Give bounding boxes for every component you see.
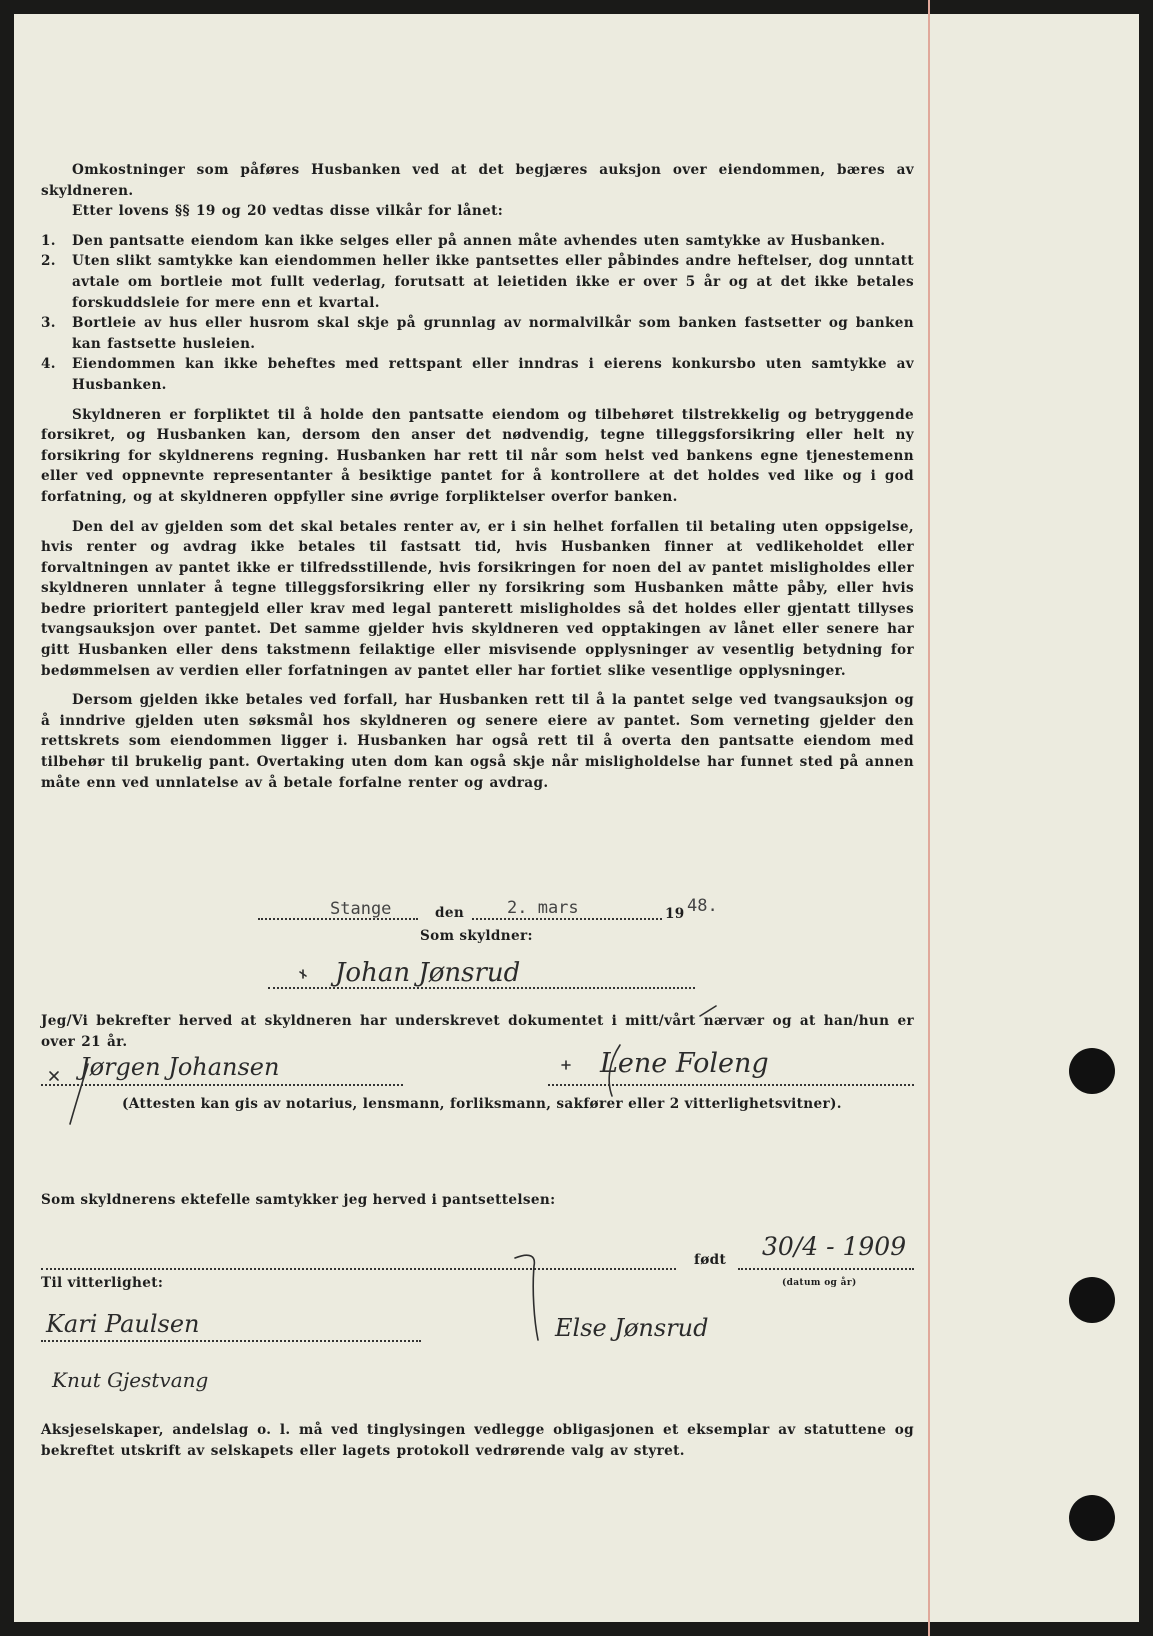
default-paragraph: Dersom gjelden ikke betales ved forfall, har Husbanken rett til å la pantet selge ved tvangsauksjon og å inndrive gjelden uten søksmål hos skyldneren og senere eiere av pantet. Som verneting gjelder den rettskrets som eiendommen ligger i. Husbanken har også rett til å overta den pantsatte eiendom med tilbehør til brukelig pant. Overtaking uten dom kan også skje når misligholdelse har funnet sted på annen måte enn ved unnlatelse av å betale forfalne renter og avdrag.: [41, 692, 914, 791]
born-label: født: [694, 1252, 727, 1268]
spouse-bracket-stroke: [515, 1255, 538, 1340]
born-hint: (datum og år): [782, 1278, 857, 1288]
spouse-witness1-signature: Kari Paulsen: [46, 1310, 200, 1338]
place-value: Stange: [330, 899, 392, 919]
strike-vaart: [700, 1006, 716, 1016]
witness2-flourish: [609, 1045, 620, 1096]
attestation-note: (Attesten kan gis av notarius, lensmann, forliksmann, sakfører eller 2 vitterlighetsvitner).: [122, 1096, 842, 1112]
spouse-consent-text: Som skyldnerens ektefelle samtykker jeg herved i pantsettelsen:: [41, 1192, 556, 1208]
condition-number: 3.: [41, 315, 56, 332]
year-suffix: 48.: [687, 896, 718, 916]
condition-number: 1.: [41, 232, 56, 249]
conditions-intro: Etter lovens §§ 19 og 20 vedtas disse vilkår for lånet:: [72, 203, 504, 220]
condition-number: 4.: [41, 356, 56, 373]
footer-note: Aksjeselskaper, andelslag o. l. må ved tinglysingen vedlegge obligasjonen et eksemplar av statuttene og bekreftet utskrift av selskapets eller lagets protokoll vedrørende valg av styret.: [41, 1422, 914, 1459]
condition-text: Den pantsatte eiendom kan ikke selges eller på annen måte avhendes uten samtykke av Husbanken.: [72, 232, 886, 249]
cross-mark-witness2: [562, 1061, 570, 1069]
born-value: 30/4 - 1909: [762, 1232, 907, 1261]
debtor-signature: Johan Jønsrud: [335, 958, 521, 988]
insurance-paragraph: Skyldneren er forpliktet til å holde den pantsatte eiendom og tilbehøret tilstrekkelig og betryggende forsikret, og Husbanken kan, dersom den anser det nødvendig, tegne tilleggsforsikring eller helt ny forsikring for skyldnerens regning. Husbanken har rett til når som helst ved bankens egne tjenestemenn eller ved oppnevnte representanter å besiktige pantet for å kontrollere at det holdes ved like og i god forfatning, og at skyldneren oppfyller sine øvrige forpliktelser overfor banken.: [41, 406, 914, 505]
costs-paragraph: Omkostninger som påføres Husbanken ved at det begjæres auksjon over eiendommen, bæres av skyldneren.: [41, 162, 914, 199]
date-value: 2. mars: [507, 898, 579, 918]
cross-mark-witness1: [50, 1072, 58, 1080]
attestation-text: Jeg/Vi bekrefter herved at skyldneren har underskrevet dokumentet i mitt/vårt nærvær og at han/hun er over 21 år.: [41, 1013, 914, 1050]
year-prefix: 19: [665, 906, 685, 922]
debtor-label: Som skyldner:: [420, 928, 533, 944]
spouse-witness2-signature: Knut Gjestvang: [52, 1368, 209, 1392]
spouse-signature: Else Jønsrud: [555, 1314, 709, 1342]
cross-mark-debtor: [300, 970, 306, 978]
due-paragraph: Den del av gjelden som det skal betales renter av, er i sin helhet forfallen til betaling uten oppsigelse, hvis renter og avdrag ikke betales til fastsatt tid, hvis Husbanken finner at vedlikeholdet eller forvaltningen av pantet ikke er tilfredsstillende, hvis forsikringen for noen del av pantet misligholdes eller skyldneren unnlater å tegne tilleggsforsikring eller ny forsikring som Husbanken måtte påby, eller hvis bedre prioritert pantegjeld eller krav med legal panterett misligholdes så det holdes eller gjentatt tillyses tvangsauksjon over pantet. Det samme gjelder hvis skyldneren ved opptakingen av lånet eller senere har gitt Husbanken eller dens takstmenn feilaktige eller misvisende opplysninger av vesentlig betydning for bedømmelsen av verdien eller forfatningen av pantet eller har fortiet slike vesentlige opplysninger.: [41, 518, 914, 679]
condition-text: Uten slikt samtykke kan eiendommen heller ikke pantsettes eller påbindes andre heftelser, dog unntatt avtale om bortleie mot fullt vederlag, forutsatt at leietiden ikke er over 5 år og at det ikke betales forskuddsleie for mere enn et kvartal.: [72, 253, 914, 311]
witness1-flourish: [70, 1064, 88, 1124]
condition-text: Eiendommen kan ikke beheftes med rettspant eller inndras i eierens konkursbo uten samtykke av Husbanken.: [72, 356, 914, 393]
witness1-signature: Jørgen Johansen: [80, 1053, 280, 1081]
den-label: den: [435, 905, 465, 921]
condition-number: 2.: [41, 253, 56, 270]
witness2-signature: Lene Foleng: [600, 1048, 769, 1079]
condition-text: Bortleie av hus eller husrom skal skje på grunnlag av normalvilkår som banken fastsetter og banken kan fastsette husleien.: [72, 315, 914, 352]
witness-label: Til vitterlighet:: [41, 1275, 164, 1291]
